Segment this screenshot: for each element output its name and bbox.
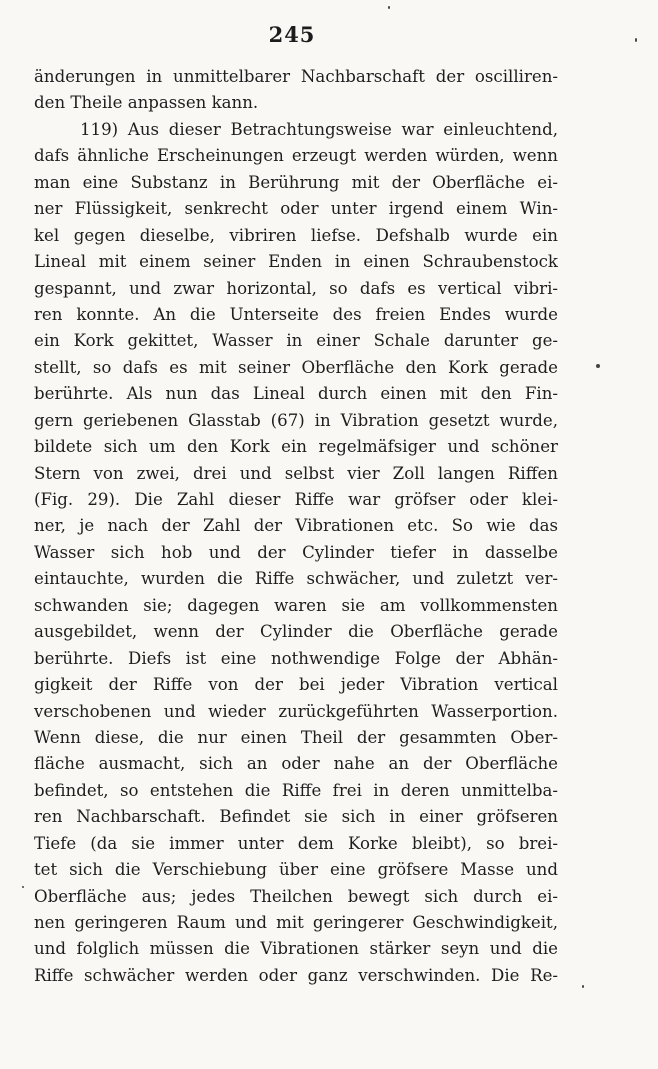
text-line: eintauchte, wurden die Riffe schwächer, und zuletzt ver- <box>34 569 558 589</box>
text-line: verschobenen und wieder zurückgeführten Wasserportion. <box>34 701 558 721</box>
text-line: fläche ausmacht, sich an oder nahe an der Oberfläche <box>34 754 558 774</box>
text-line: man eine Substanz in Berührung mit der Oberfläche ei- <box>34 172 558 192</box>
text-line: (Fig. 29). Die Zahl dieser Riffe war gröfser oder klei- <box>34 490 558 509</box>
text-line: änderungen in unmittelbarer Nachbarschaft der oscilliren- <box>34 67 558 86</box>
text-line: bildete sich um den Kork ein regelmäfsiger und schöner <box>34 437 558 457</box>
text-line: und folglich müssen die Vibrationen stärker seyn und die <box>34 939 558 959</box>
body-text <box>34 64 558 989</box>
text-line: ren Nachbarschaft. Befindet sie sich in einer gröfseren <box>34 807 558 827</box>
scan-speck <box>22 886 24 888</box>
text-line: Wasser sich hob und der Cylinder tiefer in dasselbe <box>34 542 558 562</box>
text-line: ner, je nach der Zahl der Vibrationen etc. So wie das <box>34 516 558 536</box>
paragraph-start-line: 119) Aus dieser Betrachtungsweise war einleuchtend, <box>80 119 558 139</box>
text-line: Wenn diese, die nur einen Theil der gesammten Ober- <box>34 727 558 747</box>
text-line: Lineal mit einem seiner Enden in einen Schraubenstock <box>34 252 558 272</box>
text-line: tet sich die Verschiebung über eine gröfsere Masse und <box>34 860 558 880</box>
text-line: gespannt, und zwar horizontal, so dafs es vertical vibri- <box>34 278 558 298</box>
text-line: befindet, so entstehen die Riffe frei in deren unmittelba- <box>34 780 558 800</box>
text-line: Riffe schwächer werden oder ganz verschwinden. Die Re- <box>34 965 558 985</box>
scan-speck <box>596 364 600 368</box>
text-line: ren konnte. An die Unterseite des freien Endes wurde <box>34 304 558 324</box>
text-line: kel gegen dieselbe, vibriren liefse. Defshalb wurde ein <box>34 225 558 245</box>
text-line: den Theile anpassen kann. <box>34 93 259 113</box>
text-line: nen geringeren Raum und mit geringerer Geschwindigkeit, <box>34 913 558 932</box>
page-number: 245 <box>268 22 316 47</box>
text-line: berührte. Diefs ist eine nothwendige Folge der Abhän- <box>34 648 558 668</box>
text-line: ner Flüssigkeit, senkrecht oder unter irgend einem Win- <box>34 199 558 219</box>
text-line: stellt, so dafs es mit seiner Oberfläche den Kork gerade <box>34 357 558 377</box>
text-line: gigkeit der Riffe von der bei jeder Vibration vertical <box>34 675 558 695</box>
scan-speck <box>635 38 637 42</box>
text-line: schwanden sie; dagegen waren sie am vollkommensten <box>34 595 558 615</box>
text-line: gern geriebenen Glasstab (67) in Vibration gesetzt wurde, <box>34 410 558 430</box>
text-line: Oberfläche aus; jedes Theilchen bewegt sich durch ei- <box>34 886 558 906</box>
text-line: ein Kork gekittet, Wasser in einer Schale darunter ge- <box>34 331 558 351</box>
text-line: Stern von zwei, drei und selbst vier Zoll langen Riffen <box>34 463 558 483</box>
text-line: Tiefe (da sie immer unter dem Korke bleibt), so brei- <box>34 833 558 853</box>
scan-speck <box>388 6 390 9</box>
text-line: berührte. Als nun das Lineal durch einen mit den Fin- <box>34 384 558 404</box>
scan-speck <box>582 985 584 988</box>
text-line: dafs ähnliche Erscheinungen erzeugt werden würden, wenn <box>34 146 558 166</box>
text-line: ausgebildet, wenn der Cylinder die Oberfläche gerade <box>34 622 558 642</box>
